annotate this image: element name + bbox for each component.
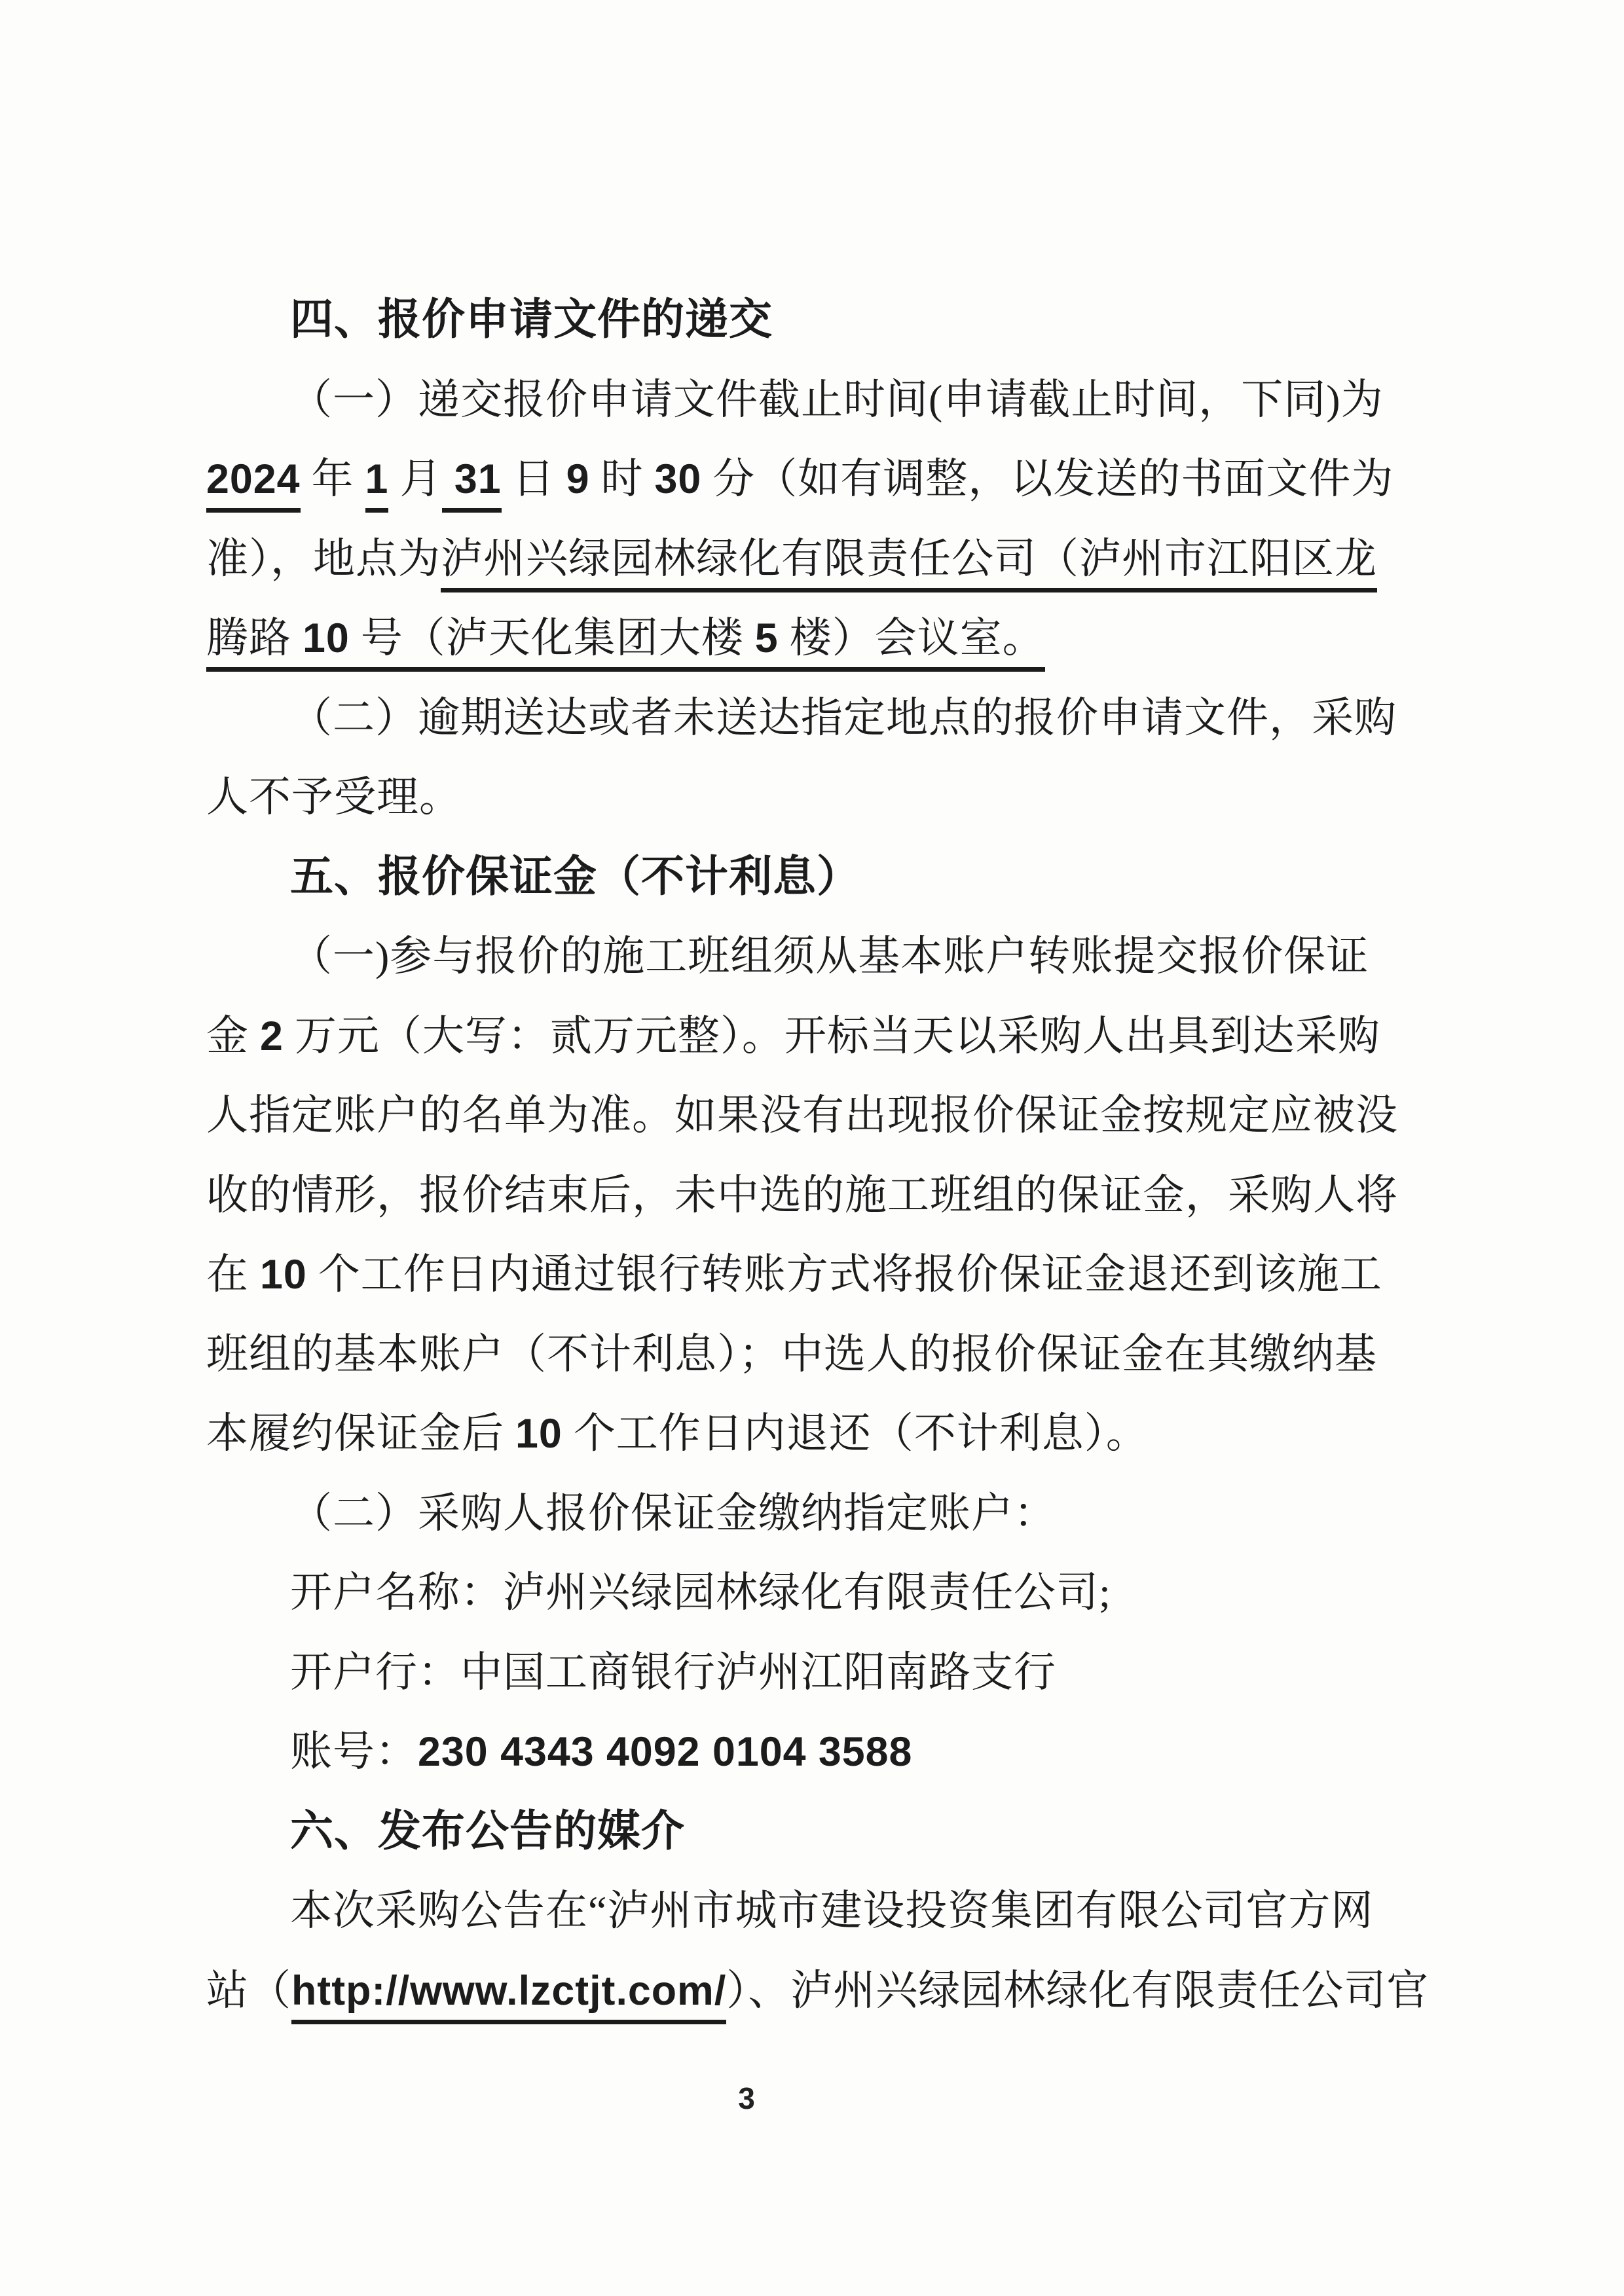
section-heading-4 [206, 280, 1421, 360]
section-heading-6 [206, 1792, 1421, 1872]
text-line [206, 598, 1421, 678]
refund-days-number: 10 [515, 1411, 563, 1457]
text-segment: （一)参与报价的施工班组须从基本账户转账提交报价保证 [290, 933, 1369, 979]
heading-text: 六、发布公告的媒介 [290, 1807, 685, 1855]
text-segment: 腾路 [206, 615, 303, 661]
text-segment: 万元（大写：贰万元整）。开标当天以采购人出具到达采购 [283, 1012, 1380, 1059]
floor-number: 5 [754, 615, 779, 661]
deadline-month: 1 [365, 456, 389, 513]
text-segment: 时 [589, 456, 655, 502]
text-line [206, 678, 1421, 758]
text-segment: 分（如有调整，以发送的书面文件为 [701, 456, 1394, 502]
url-text: http://www.lzctjt.com/ [291, 1968, 726, 2024]
text-line [206, 519, 1421, 599]
text-line [206, 1474, 1421, 1554]
text-segment: 个工作日内通过银行转账方式将报价保证金退还到该施工 [306, 1251, 1382, 1298]
text-line [206, 1394, 1421, 1474]
refund-days-number: 10 [260, 1252, 307, 1298]
text-segment: 人不予受理。 [206, 774, 462, 820]
account-number: 230 4343 4092 0104 3588 [418, 1729, 913, 1775]
page-number: 3 [738, 2081, 755, 2115]
location-text-underlined [206, 615, 1045, 672]
text-line [206, 1315, 1421, 1394]
text-segment: （二）逾期送达或者未送达指定地点的报价申请文件，采购 [290, 694, 1397, 741]
text-segment: 开户行：中国工商银行泸州江阳南路支行 [290, 1649, 1056, 1696]
deadline-minute: 30 [654, 456, 702, 502]
text-line [206, 1951, 1430, 2031]
text-segment: 在 [206, 1251, 260, 1298]
text-line [206, 996, 1421, 1076]
deadline-hour: 9 [566, 456, 590, 502]
text-segment: 收的情形，报价结束后，未中选的施工班组的保证金，采购人将 [206, 1171, 1398, 1218]
text-segment: 本次采购公告在“泸州市城市建设投资集团有限公司官方网 [290, 1887, 1374, 1934]
section-heading-5 [206, 837, 1421, 917]
document-body [206, 280, 1430, 2030]
text-segment: 站（ [206, 1967, 291, 2014]
text-segment: 金 [206, 1012, 260, 1059]
deadline-year: 2024 [206, 456, 301, 513]
street-number: 10 [303, 615, 350, 661]
heading-text: 五、报价保证金（不计利息） [290, 852, 860, 901]
text-segment: 账号： [290, 1728, 418, 1775]
text-segment: （二）采购人报价保证金缴纳指定账户： [290, 1489, 1056, 1537]
account-number-line [206, 1712, 1421, 1792]
text-segment: 楼）会议室。 [778, 615, 1045, 661]
deposit-amount-number: 2 [260, 1013, 284, 1059]
text-segment: 号（泸天化集团大楼 [349, 615, 755, 661]
text-segment: 开户名称：泸州兴绿园林绿化有限责任公司; [290, 1569, 1111, 1616]
text-segment: （一）递交报价申请文件截止时间(申请截止时间，下同)为 [290, 376, 1384, 423]
text-segment: 日 [501, 456, 566, 502]
text-segment: 班组的基本账户（不计利息）；中选人的报价保证金在其缴纳基 [206, 1330, 1377, 1377]
text-segment: ）、泸州兴绿园林绿化有限责任公司官 [726, 1967, 1430, 2014]
text-line [206, 360, 1421, 440]
text-segment: 准），地点为 [206, 535, 441, 582]
text-segment: 年 [300, 456, 365, 502]
text-segment: 人指定账户的名单为准。如果没有出现报价保证金按规定应被没 [206, 1092, 1398, 1139]
bank-branch-line [206, 1633, 1421, 1713]
text-segment: 个工作日内退还（不计利息）。 [562, 1410, 1149, 1457]
location-text-underlined: 泸州兴绿园林绿化有限责任公司（泸州市江阳区龙 [441, 536, 1377, 592]
text-segment: 月 [388, 456, 443, 502]
text-segment: 本履约保证金后 [206, 1410, 515, 1457]
text-line [206, 439, 1421, 519]
heading-text: 四、报价申请文件的递交 [290, 296, 773, 344]
account-holder-line [206, 1553, 1421, 1633]
text-line [206, 1156, 1421, 1235]
text-line [206, 1871, 1421, 1951]
text-line [206, 917, 1421, 996]
text-line [206, 1235, 1421, 1315]
text-line [206, 757, 1421, 837]
text-line [206, 1076, 1421, 1156]
deadline-day: 31 [442, 456, 501, 513]
